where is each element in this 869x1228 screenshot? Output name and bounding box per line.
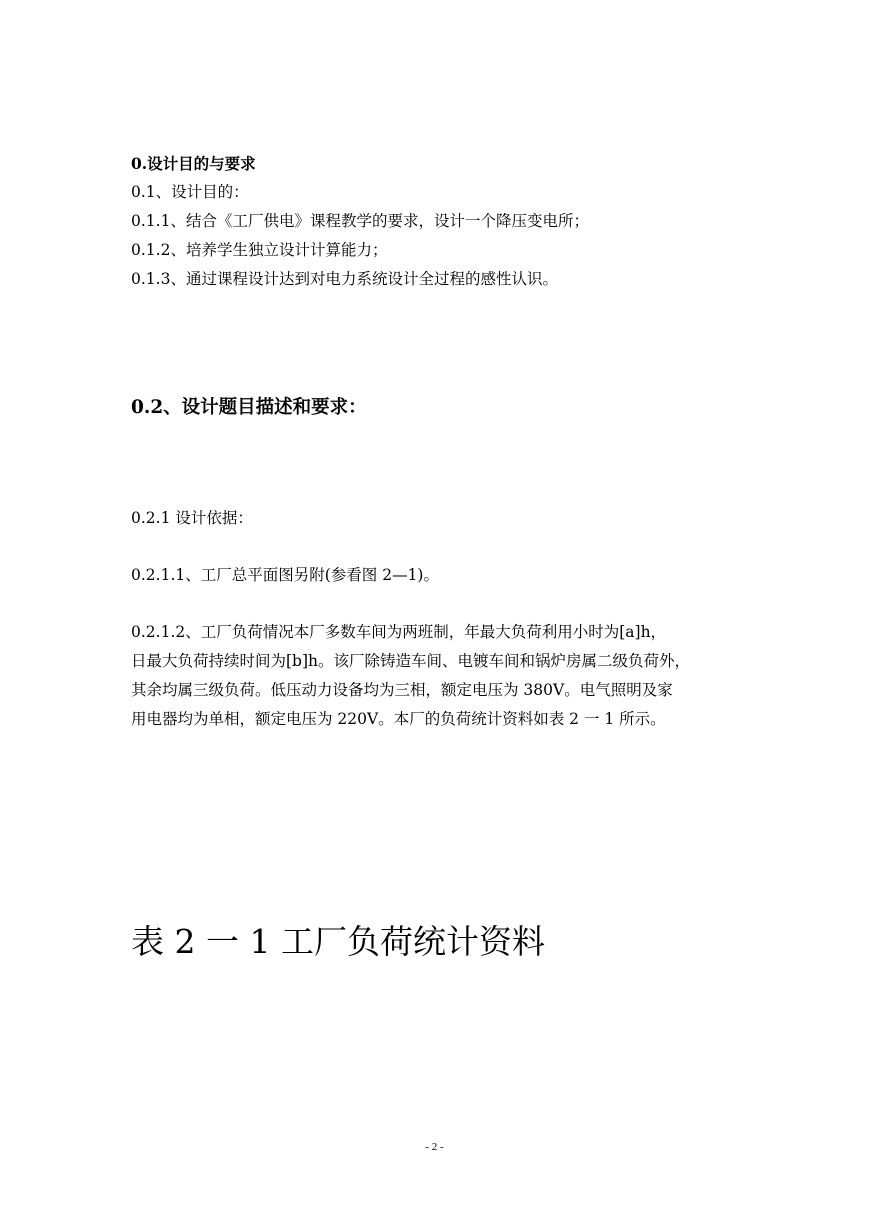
section-title-design-purpose: 0.设计目的与要求 — [131, 154, 256, 173]
item-0-1-1: 0.1.1、结合《工厂供电》课程教学的要求，设计一个降压变电所； — [131, 212, 589, 230]
table-heading: 表 2 一 1 工厂负荷统计资料 — [131, 922, 545, 961]
paragraph-line: 用电器均为单相，额定电压为 220V。本厂的负荷统计资料如表 2 一 1 所示。 — [131, 710, 666, 728]
paragraph-line: 日最大负荷持续时间为[b]h。该厂除铸造车间、电镀车间和锅炉房属二级负荷外， — [131, 652, 691, 670]
paragraph-line: 0.2.1.2、工厂负荷情况本厂多数车间为两班制，年最大负荷利用小时为[a]h， — [131, 623, 667, 641]
item-0-2-1-1: 0.2.1.1、工厂总平面图另附(参看图 2—1)。 — [131, 566, 439, 584]
item-0-1: 0.1、设计目的： — [131, 183, 249, 201]
item-0-1-2: 0.1.2、培养学生独立设计计算能力； — [131, 241, 388, 259]
paragraph-line: 其余均属三级负荷。低压动力设备均为三相，额定电压为 380V。电气照明及家 — [131, 681, 673, 699]
item-0-1-3: 0.1.3、通过课程设计达到对电力系统设计全过程的感性认识。 — [131, 270, 558, 288]
page-number: - 2 - — [425, 1141, 444, 1153]
section-title-0-2: 0.2、设计题目描述和要求： — [131, 397, 367, 418]
item-0-2-1: 0.2.1 设计依据： — [131, 509, 253, 527]
